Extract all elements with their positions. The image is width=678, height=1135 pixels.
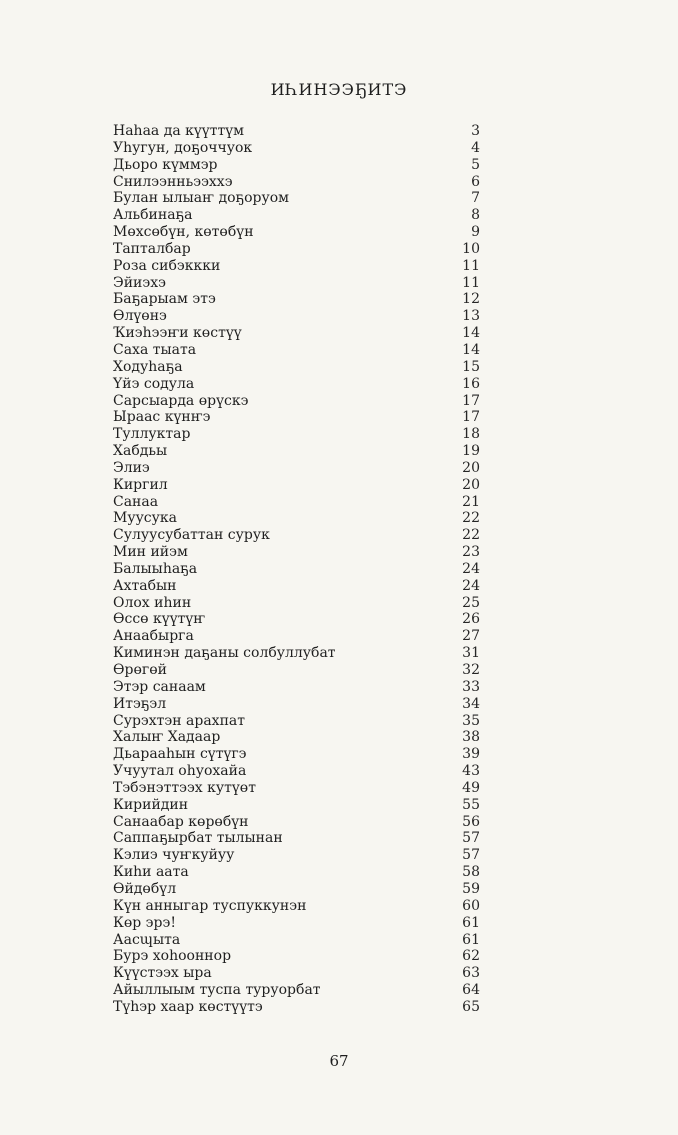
toc-entry-page: 32 bbox=[462, 662, 480, 678]
toc-entry bbox=[113, 932, 480, 949]
toc-entry bbox=[113, 207, 480, 224]
toc-entry-page: 35 bbox=[462, 712, 480, 729]
toc-entry bbox=[113, 746, 480, 763]
toc-entry-page: 60 bbox=[462, 897, 480, 914]
toc-entry-page: 34 bbox=[462, 695, 480, 712]
toc-entry-page: 21 bbox=[462, 493, 480, 510]
toc-entry bbox=[113, 224, 480, 241]
toc-entry bbox=[113, 662, 480, 679]
toc-entry-title: Түһэр хаар көстүүтэ bbox=[113, 998, 263, 1015]
toc-entry-page: 64 bbox=[462, 982, 480, 999]
toc-entry-title: Күүстээх ыра bbox=[113, 965, 212, 982]
toc-entry-title: Сурэхтэн арахпат bbox=[113, 712, 245, 729]
toc-entry bbox=[113, 241, 480, 258]
toc-entry-title: Балыыһаҕа bbox=[113, 560, 198, 577]
toc-entry bbox=[113, 157, 480, 174]
toc-entry-page: 25 bbox=[462, 594, 480, 611]
toc-entry bbox=[113, 729, 480, 746]
toc-entry-title: Ходуһаҕа bbox=[113, 358, 183, 375]
toc-entry-title: Анаабырга bbox=[113, 628, 194, 645]
toc-entry-title: Этэр санаам bbox=[113, 678, 206, 695]
toc-entry bbox=[113, 578, 480, 595]
toc-entry-page: 5 bbox=[471, 156, 480, 173]
toc-entry-page: 14 bbox=[462, 325, 480, 342]
toc-entry bbox=[113, 847, 480, 864]
toc-entry-page: 62 bbox=[462, 948, 480, 965]
toc-entry bbox=[113, 679, 480, 696]
toc-entry-page: 18 bbox=[462, 426, 480, 443]
toc-entry-title: Дьоро күммэр bbox=[113, 156, 218, 173]
toc-entry-page: 16 bbox=[462, 375, 480, 392]
toc-entry-page: 27 bbox=[462, 628, 480, 645]
toc-entry bbox=[113, 494, 480, 511]
toc-entry bbox=[113, 881, 480, 898]
toc-entry-page: 57 bbox=[462, 847, 480, 864]
toc-entry-page: 23 bbox=[462, 544, 480, 561]
toc-entry-title: Тапталбар bbox=[113, 240, 191, 257]
toc-entry bbox=[113, 409, 480, 426]
toc-entry bbox=[113, 123, 480, 140]
toc-entry-page: 14 bbox=[462, 341, 480, 358]
toc-entry-page: 8 bbox=[471, 207, 480, 224]
toc-entry bbox=[113, 982, 480, 999]
toc-entry-page: 26 bbox=[462, 611, 480, 628]
toc-entry bbox=[113, 275, 480, 292]
toc-entry-title: Сарсыарда өрүскэ bbox=[113, 392, 249, 409]
toc-entry bbox=[113, 561, 480, 578]
toc-entry-page: 13 bbox=[462, 308, 480, 325]
toc-entry bbox=[113, 864, 480, 881]
toc-entry bbox=[113, 359, 480, 376]
toc-entry-page: 6 bbox=[471, 173, 480, 190]
toc-entry-page: 22 bbox=[462, 527, 480, 544]
toc-entry bbox=[113, 814, 480, 831]
toc-entry bbox=[113, 645, 480, 662]
toc-entry bbox=[113, 325, 480, 342]
toc-entry-title: Санаа bbox=[113, 493, 159, 510]
toc-entry-title: Киһи аата bbox=[113, 864, 189, 881]
toc-entry-title: Айыллыым туспа туруорбат bbox=[113, 982, 321, 999]
toc-entry-title: Саха тыата bbox=[113, 341, 197, 358]
page-number: 67 bbox=[329, 1052, 349, 1070]
toc-entry bbox=[113, 763, 480, 780]
toc-entry-page: 56 bbox=[462, 813, 480, 830]
toc-entry bbox=[113, 291, 480, 308]
toc-entry-title: Киргил bbox=[113, 476, 168, 493]
toc-entry-title: Муусука bbox=[113, 510, 177, 527]
toc-entry-page: 4 bbox=[471, 139, 480, 156]
toc-entry bbox=[113, 797, 480, 814]
toc-entry-title: Сулуусубаттан сурук bbox=[113, 527, 270, 544]
toc-entry bbox=[113, 477, 480, 494]
toc-entry-title: Учуутал оһуохайа bbox=[113, 763, 247, 780]
toc-entry bbox=[113, 965, 480, 982]
toc-entry-page: 19 bbox=[462, 443, 480, 460]
toc-entry-page: 57 bbox=[462, 830, 480, 847]
toc-entry-page: 11 bbox=[462, 257, 480, 274]
toc-entry-page: 24 bbox=[462, 577, 480, 594]
toc-entry-page: 20 bbox=[462, 459, 480, 476]
toc-entry-page: 9 bbox=[471, 224, 480, 241]
toc-entry-title: Өйдөбүл bbox=[113, 880, 177, 897]
toc-entry-page: 17 bbox=[462, 409, 480, 426]
toc-entry-page: 22 bbox=[462, 510, 480, 527]
toc-entry bbox=[113, 443, 480, 460]
toc-entry bbox=[113, 174, 480, 191]
toc-entry bbox=[113, 915, 480, 932]
toc-entry-title: Кэлиэ чуҥкуйуу bbox=[113, 847, 235, 864]
toc-entry bbox=[113, 780, 480, 797]
toc-entry-page: 24 bbox=[462, 560, 480, 577]
toc-entry-page: 7 bbox=[471, 190, 480, 207]
toc-entry bbox=[113, 140, 480, 157]
toc-entry-page: 39 bbox=[462, 746, 480, 763]
toc-entry-page: 38 bbox=[462, 729, 480, 746]
toc-entry-title: Элиэ bbox=[113, 459, 150, 476]
toc-entry bbox=[113, 595, 480, 612]
toc-entry bbox=[113, 308, 480, 325]
toc-entry-page: 33 bbox=[462, 678, 480, 695]
toc-entry bbox=[113, 713, 480, 730]
toc-entry-title: Дьарааһын сүтүгэ bbox=[113, 746, 247, 763]
toc-entry bbox=[113, 342, 480, 359]
toc-entry-title: Аасպыта bbox=[113, 931, 181, 948]
toc-entry-title: Туллуктар bbox=[113, 426, 191, 443]
toc-entry bbox=[113, 190, 480, 207]
toc-entry bbox=[113, 460, 480, 477]
toc-entry-page: 63 bbox=[462, 965, 480, 982]
toc-entry-title: Көр эрэ! bbox=[113, 914, 176, 931]
toc-entry-title: Мөхсөбүн, көтөбүн bbox=[113, 224, 254, 241]
toc-entry-title: Мин ийэм bbox=[113, 544, 188, 561]
toc-entry-title: Булан ылыаҥ доҕоруом bbox=[113, 190, 290, 207]
table-of-contents bbox=[113, 123, 480, 1016]
toc-entry-title: Хабдьы bbox=[113, 443, 168, 460]
toc-entry-page: 17 bbox=[462, 392, 480, 409]
toc-entry-title: Бурэ хоһооннор bbox=[113, 948, 232, 965]
toc-entry bbox=[113, 948, 480, 965]
toc-entry-title: Киминэн даҕаны солбуллубат bbox=[113, 645, 336, 662]
toc-entry-title: Снилээнньээххэ bbox=[113, 173, 233, 190]
toc-entry-page: 20 bbox=[462, 476, 480, 493]
toc-entry-title: Өрөгөй bbox=[113, 662, 167, 678]
toc-entry-page: 10 bbox=[462, 240, 480, 257]
toc-entry-page: 12 bbox=[462, 291, 480, 308]
toc-entry-page: 31 bbox=[462, 645, 480, 662]
toc-entry-title: Ыраас күнҥэ bbox=[113, 409, 211, 426]
toc-entry-title: Эйиэхэ bbox=[113, 274, 166, 291]
toc-entry bbox=[113, 376, 480, 393]
toc-entry-page: 43 bbox=[462, 763, 480, 780]
toc-entry bbox=[113, 628, 480, 645]
toc-entry-title: Ахтабын bbox=[113, 577, 177, 594]
toc-entry bbox=[113, 999, 480, 1016]
toc-entry-page: 11 bbox=[462, 274, 480, 291]
toc-entry-title: Үйэ содула bbox=[113, 375, 195, 392]
toc-entry-title: Халыҥ Хадаар bbox=[113, 729, 221, 746]
toc-entry-page: 55 bbox=[462, 796, 480, 813]
contents-heading: ИҺИНЭЭҔИТЭ bbox=[270, 80, 408, 99]
toc-entry-page: 15 bbox=[462, 358, 480, 375]
toc-entry-page: 49 bbox=[462, 779, 480, 796]
toc-entry bbox=[113, 258, 480, 275]
toc-entry-title: Альбинаҕа bbox=[113, 207, 193, 224]
toc-entry-title: Күн анныгар туспуккунэн bbox=[113, 897, 307, 914]
toc-entry bbox=[113, 830, 480, 847]
toc-entry bbox=[113, 544, 480, 561]
toc-entry-title: Олох иһин bbox=[113, 594, 192, 611]
toc-entry-title: Баҕарыам этэ bbox=[113, 291, 216, 308]
toc-entry-page: 61 bbox=[462, 914, 480, 931]
toc-entry-title: Өлүөнэ bbox=[113, 308, 167, 325]
toc-entry-page: 61 bbox=[462, 931, 480, 948]
toc-entry-title: Санаабар көрөбүн bbox=[113, 813, 249, 830]
toc-entry bbox=[113, 510, 480, 527]
toc-entry-title: Итэҕэл bbox=[113, 695, 167, 712]
toc-entry-title: Саппаҕырбат тылынан bbox=[113, 830, 283, 847]
toc-entry-title: Ҡиэһээҥи көстүү bbox=[113, 325, 242, 342]
toc-entry-title: Наһаа да күүттүм bbox=[113, 123, 244, 139]
toc-entry-title: Тэбэнэттээх кутүөт bbox=[113, 779, 256, 796]
toc-entry-page: 3 bbox=[471, 123, 480, 139]
toc-entry bbox=[113, 527, 480, 544]
toc-entry-page: 65 bbox=[462, 998, 480, 1015]
toc-entry-page: 59 bbox=[462, 880, 480, 897]
toc-entry-title: Уһугун, доҕоччуок bbox=[113, 139, 253, 156]
toc-entry bbox=[113, 393, 480, 410]
toc-entry bbox=[113, 898, 480, 915]
toc-entry-page: 58 bbox=[462, 864, 480, 881]
toc-entry bbox=[113, 696, 480, 713]
toc-entry-title: Кирийдин bbox=[113, 796, 189, 813]
toc-entry-title: Өссө күүтүҥ bbox=[113, 611, 206, 628]
toc-entry-title: Роза сибэккки bbox=[113, 257, 221, 274]
toc-entry bbox=[113, 611, 480, 628]
toc-entry bbox=[113, 426, 480, 443]
